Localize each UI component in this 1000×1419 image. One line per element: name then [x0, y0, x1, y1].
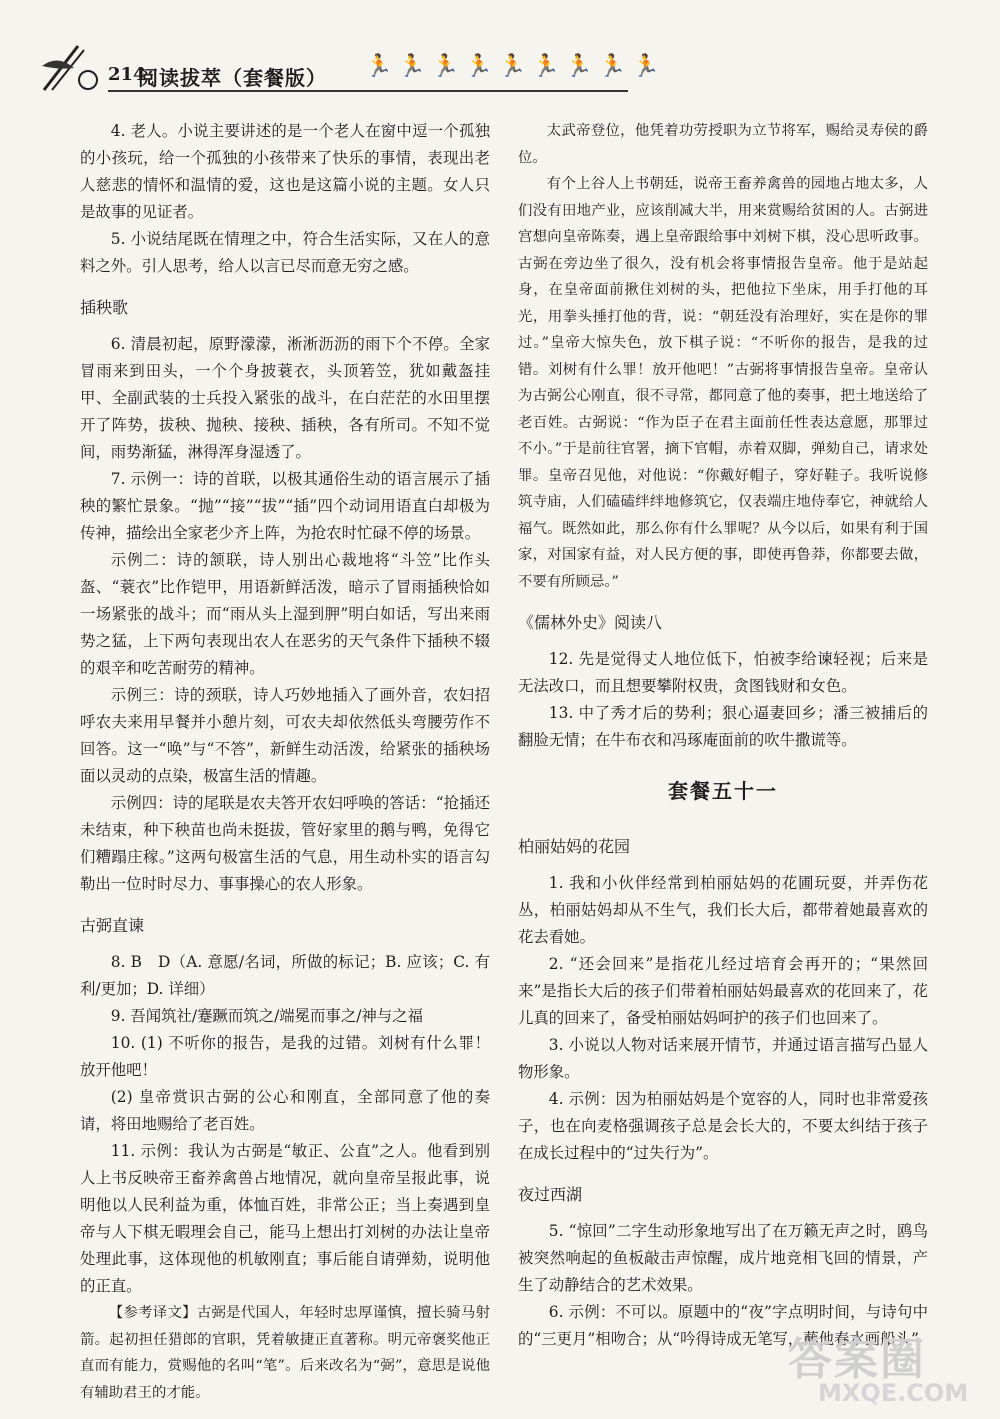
- answer-10-1: 10. (1) 不听你的报告，是我的过错。刘树有什么罪！放开他吧！: [80, 1034, 490, 1079]
- garden-answer-4: 4. 示例：因为柏丽姑妈是个宽容的人，同时也非常爱孩子，也在向麦格强调孩子总是会长大的，不要太纠结于孩子在成长过程中的“过失行为”。: [518, 1090, 928, 1162]
- reference-translation: [80, 1300, 490, 1406]
- section-heading-xihu: 夜过西湖: [518, 1185, 583, 1204]
- book-title: 阅读拔萃（套餐版）: [138, 66, 327, 90]
- header-rule: [108, 90, 628, 92]
- section-heading-gubi: 古弼直谏: [80, 916, 145, 935]
- answer-13: 13. 中了秀才后的势利；狠心逼妻回乡；潘三被捕后的翻脸无情；在牛布衣和冯琢庵面前的吹牛撒谎等。: [518, 704, 928, 749]
- section-heading-rulinwaishi: 《儒林外史》阅读八: [518, 613, 663, 632]
- reference-label: 【参考译文】: [108, 1305, 197, 1321]
- section-heading-chayangge: 插秧歌: [80, 298, 129, 317]
- reference-text: 古弼是代国人，年轻时忠厚谨慎，擅长骑马射箭。起初担任猎郎的官职，凭着敏捷正直著称。明元帝褒奖他正直而有能力，赏赐他的名叫“笔”。后来改名为“弼”，意思是说他有辅助君王的才能。: [80, 1305, 490, 1401]
- garden-answer-3: 3. 小说以人物对话来展开情节，并通过语言描写凸显人物形象。: [518, 1036, 928, 1081]
- page-number: 214: [108, 64, 146, 85]
- runners-decoration-icon: 🏃🏃🏃🏃🏃🏃🏃🏃🏃: [365, 54, 666, 79]
- garden-answer-2: 2. “还会回来”是指花儿经过培育会再开的；“果然回来”是指长大后的孩子们带着柏丽姑妈最喜欢的花回来了，花儿真的回来了，备受柏丽姑妈呵护的孩子们也回来了。: [518, 955, 928, 1027]
- answer-5: 5. 小说结尾既在情理之中，符合生活实际，又在人的意料之外。引人思考，给人以言已尽而意无穷之感。: [80, 230, 490, 275]
- answer-11: 11. 示例：我认为古弼是“敏正、公直”之人。他看到别人上书反映帝王畜养禽兽占地情况，就向皇帝呈报此事，说明他以人民利益为重，体恤百姓，非常公正；当上奏遇到皇帝与人下棋无暇理会自己，能马上想出打刘树的办法让皇帝处理此事，这体现他的机敏刚直；事后能自请弹劾，说明他的正直。: [80, 1142, 490, 1295]
- package-title: 套餐五十一: [668, 779, 778, 803]
- garden-answer-1: 1. 我和小伙伴经常到柏丽姑妈的花圃玩耍，并弄伤花丛，柏丽姑妈却从不生气，我们长大后，都带着她最喜欢的花去看她。: [518, 874, 928, 946]
- answer-6: 6. 清晨初起，原野濛濛，淅淅沥沥的雨下个不停。全家冒雨来到田头，一个个身披蓑衣，头顶箬笠，犹如戴盔挂甲、全副武装的士兵投入紧张的战斗，在白茫茫的水田里摆开了阵势，拔秧、抛秧、接秧、插秧，各有所司。不知不觉间，雨势渐猛，淋得浑身湿透了。: [80, 335, 490, 461]
- answer-8: 8. B D（A. 意愿/名词，所做的标记；B. 应该；C. 有利/更加；D. 详细）: [80, 953, 490, 998]
- watermark-url: MXQE.COM: [818, 1379, 969, 1407]
- answer-7-example-1: 7. 示例一：诗的首联，以极其通俗生动的语言展示了插秧的繁忙景象。“抛”“接”“拔”“插”四个动词用语直白却极为传神，描绘出全家老少齐上阵，为抢农时忙碌不停的场景。: [80, 470, 490, 542]
- translation-cont-2: 有个上谷人上书朝廷，说帝王畜养禽兽的园地占地太多，人们没有田地产业，应该削减大半，用来赏赐给贫困的人。古弼进宫想向皇帝陈奏，遇上皇帝跟给事中刘树下棋，没心思听政事。古弼在旁边坐了很久，没有机会将事情报告皇帝。他于是站起身，在皇帝面前揪住刘树的头，把他拉下坐床，用手打他的耳光，用拳头捶打他的背，说：“朝廷没有治理好，实在是你的罪过。”皇帝大惊失色，放下棋子说：“不听你的报告，是我的过错。刘树有什么罪！放开他吧！”古弼将事情报告皇帝。皇帝认为古弼公心刚直，很不寻常，都同意了他的奏事，把土地送给了老百姓。古弼说：“作为臣子在君主面前任性表达意愿，那罪过不小。”于是前往官署，摘下官帽，赤着双脚，弹劾自己，请求处罪。皇帝召见他，对他说：“你戴好帽子，穿好鞋子。我听说修筑寺庙，人们磕磕绊绊地修筑它，仅表端庄地侍奉它，神就给人福气。既然如此，那么你有什么罪呢？从今以后，如果有利于国家，对国家有益，对人民方便的事，即使再鲁莽，你都要去做，不要有所顾忌。”: [518, 176, 928, 590]
- watermark-text: 答案圈: [788, 1334, 926, 1385]
- answer-4: 4. 老人。小说主要讲述的是一个老人在窗中逗一个孤独的小孩玩，给一个孤独的小孩带来了快乐的事情，表现出老人慈悲的情怀和温情的爱，这也是这篇小说的主题。女人只是故事的见证者。: [80, 122, 490, 221]
- answer-7-example-4: 示例四：诗的尾联是农夫答开农妇呼唤的答话：“抢插还未结束，种下秧苗也尚未挺拔，管好家里的鹅与鸭，免得它们糟蹋庄稼。”这两句极富生活的气息，用生动朴实的语言勾勒出一位时时尽力、事事操心的农人形象。: [80, 794, 490, 893]
- page-header: [30, 38, 990, 98]
- watermark: [778, 1323, 988, 1413]
- answer-7-example-2: 示例二：诗的颔联，诗人别出心裁地将“斗笠”比作头盔、“蓑衣”比作铠甲，用语新鲜活泼，暗示了冒雨插秧恰如一场紧张的战斗；而“雨从头上湿到胛”明白如话，写出来雨势之猛，上下两句表现出农人在恶劣的天气条件下插秧不辍的艰辛和吃苦耐劳的精神。: [80, 551, 490, 677]
- right-column: [518, 118, 928, 1353]
- pen-logo-icon: [38, 40, 100, 96]
- translation-cont-1: 太武帝登位，他凭着功劳授职为立节将军，赐给灵寿侯的爵位。: [518, 123, 928, 166]
- left-column: [80, 118, 490, 1406]
- answer-7-example-3: 示例三：诗的颈联，诗人巧妙地插入了画外音，农妇招呼农夫来用早餐并小憩片刻，可农夫却依然低头弯腰劳作不回答。这一“唤”与“不答”，新鲜生动活泼，给紧张的插秧场面以灵动的点染，极富生活的情趣。: [80, 686, 490, 785]
- answer-9: 9. 吾闻筑社/蹇蹶而筑之/端冕而事之/神与之福: [110, 1007, 423, 1025]
- answer-12: 12. 先是觉得丈人地位低下，怕被李给谏轻视；后来是无法改口，而且想要攀附权贵，贪图钱财和女色。: [518, 650, 928, 695]
- xihu-answer-5: 5. “惊回”二字生动形象地写出了在万籁无声之时，鸥鸟被突然响起的鱼板敲击声惊醒，成片地竞相飞回的情景，产生了动静结合的艺术效果。: [518, 1222, 928, 1294]
- answer-10-2: (2) 皇帝赏识古弼的公心和刚直，全部同意了他的奏请，将田地赐给了老百姓。: [80, 1088, 490, 1133]
- section-heading-garden: 柏丽姑妈的花园: [518, 837, 631, 856]
- xihu-answer-6: 6. 示例：不可以。原题中的“夜”字点明时间，与诗句中的“三更月”相吻合；从“吟得诗成无笔写，蘸他春水画船头”: [518, 1303, 928, 1348]
